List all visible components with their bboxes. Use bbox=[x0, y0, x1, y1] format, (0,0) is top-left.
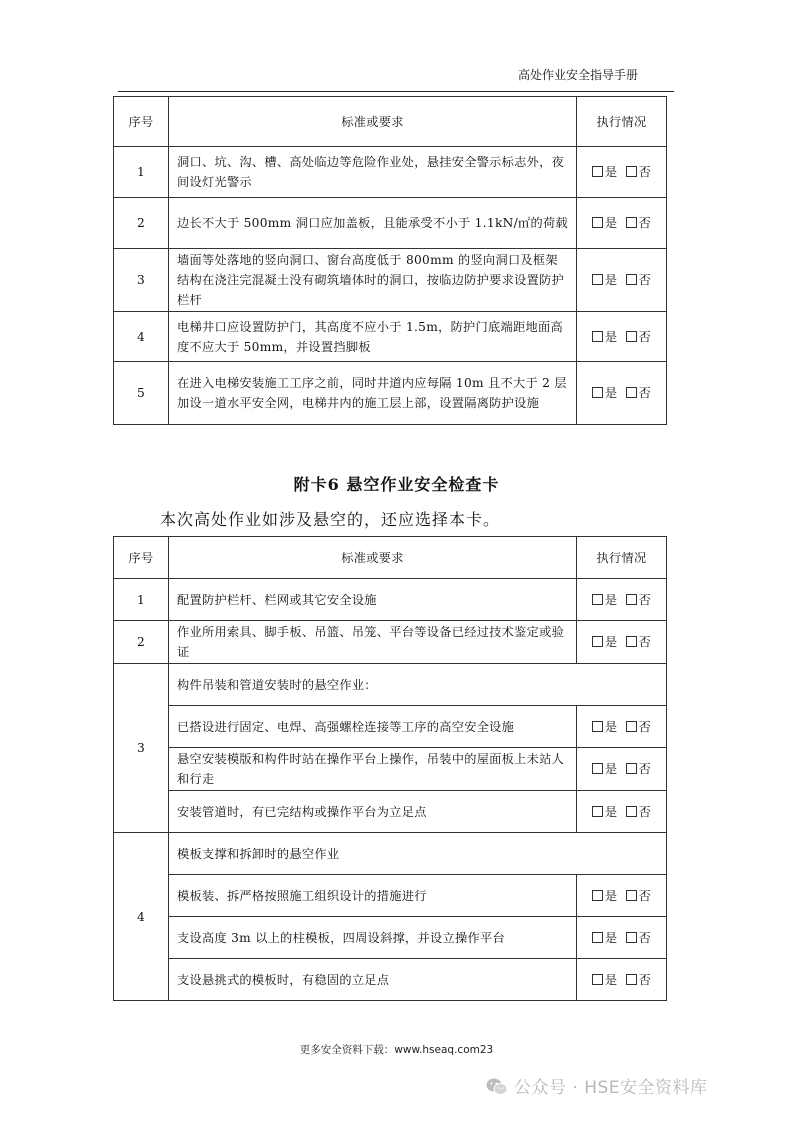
yes-label: 是 bbox=[604, 592, 618, 607]
header-status: 执行情况 bbox=[577, 537, 667, 579]
no-checkbox[interactable] bbox=[626, 974, 637, 985]
no-label: 否 bbox=[638, 719, 652, 734]
no-label: 否 bbox=[638, 888, 652, 903]
status-checkboxes bbox=[577, 748, 667, 791]
no-label: 否 bbox=[638, 972, 652, 987]
status-checkboxes bbox=[577, 621, 667, 664]
no-checkbox[interactable] bbox=[626, 331, 637, 342]
row-requirement: 安装管道时，有已完结构或操作平台为立足点 bbox=[169, 791, 577, 833]
header-seq: 序号 bbox=[114, 97, 169, 147]
yes-checkbox[interactable] bbox=[592, 890, 603, 901]
row-requirement: 支设悬挑式的模板时，有稳固的立足点 bbox=[169, 959, 577, 1001]
header-requirement: 标准或要求 bbox=[169, 97, 577, 147]
yes-checkbox[interactable] bbox=[592, 806, 603, 817]
yes-label: 是 bbox=[604, 804, 618, 819]
no-checkbox[interactable] bbox=[626, 932, 637, 943]
yes-checkbox[interactable] bbox=[592, 331, 603, 342]
no-checkbox[interactable] bbox=[626, 166, 637, 177]
row-number: 2 bbox=[114, 198, 169, 249]
yes-checkbox[interactable] bbox=[592, 387, 603, 398]
no-label: 否 bbox=[638, 165, 652, 179]
no-label: 否 bbox=[638, 635, 652, 649]
table-row bbox=[114, 621, 667, 664]
table-row bbox=[114, 312, 667, 362]
no-checkbox[interactable] bbox=[626, 763, 637, 774]
yes-checkbox[interactable] bbox=[592, 594, 603, 605]
check-table-1 bbox=[113, 96, 667, 425]
table-header-row bbox=[114, 97, 667, 147]
status-checkboxes bbox=[577, 147, 667, 198]
group-heading: 构件吊装和管道安装时的悬空作业： bbox=[169, 664, 667, 706]
yes-label: 是 bbox=[604, 719, 618, 734]
status-checkboxes bbox=[577, 917, 667, 959]
table-row bbox=[114, 748, 667, 791]
yes-label: 是 bbox=[604, 216, 618, 230]
row-number: 4 bbox=[114, 833, 169, 1001]
row-requirement: 悬空安装模版和构件时站在操作平台上操作，吊装中的屋面板上未站人和行走 bbox=[169, 748, 577, 791]
status-checkboxes bbox=[577, 959, 667, 1001]
row-requirement: 模板装、拆严格按照施工组织设计的措施进行 bbox=[169, 875, 577, 917]
section-title: 附卡6 悬空作业安全检查卡 bbox=[293, 475, 500, 494]
row-number: 2 bbox=[114, 621, 169, 664]
no-label: 否 bbox=[638, 762, 652, 776]
yes-checkbox[interactable] bbox=[592, 166, 603, 177]
yes-label: 是 bbox=[604, 635, 618, 649]
yes-checkbox[interactable] bbox=[592, 763, 603, 774]
yes-checkbox[interactable] bbox=[592, 274, 603, 285]
no-checkbox[interactable] bbox=[626, 890, 637, 901]
check-table-2 bbox=[113, 536, 667, 1001]
no-checkbox[interactable] bbox=[626, 217, 637, 228]
row-number: 3 bbox=[114, 664, 169, 833]
table-row bbox=[114, 791, 667, 833]
no-label: 否 bbox=[638, 329, 652, 344]
table-row bbox=[114, 706, 667, 748]
status-checkboxes bbox=[577, 706, 667, 748]
table-row bbox=[114, 198, 667, 249]
yes-checkbox[interactable] bbox=[592, 721, 603, 732]
no-label: 否 bbox=[638, 386, 652, 400]
watermark-text: 公众号 · HSE安全资料库 bbox=[514, 1078, 708, 1098]
row-number: 1 bbox=[114, 147, 169, 198]
no-checkbox[interactable] bbox=[626, 721, 637, 732]
status-checkboxes bbox=[577, 875, 667, 917]
row-requirement: 已搭设进行固定、电焊、高强螺栓连接等工序的高空安全设施 bbox=[169, 706, 577, 748]
yes-label: 是 bbox=[604, 273, 618, 287]
table-header-row bbox=[114, 537, 667, 579]
section-intro: 本次高处作业如涉及悬空的，还应选择本卡。 bbox=[160, 510, 501, 529]
header-divider bbox=[118, 91, 674, 92]
wechat-official-account-icon bbox=[486, 1077, 508, 1102]
row-requirement: 配置防护栏杆、栏网或其它安全设施 bbox=[169, 579, 577, 621]
no-checkbox[interactable] bbox=[626, 636, 637, 647]
table-row bbox=[114, 917, 667, 959]
table-row bbox=[114, 147, 667, 198]
status-checkboxes bbox=[577, 249, 667, 312]
row-requirement: 在进入电梯安装施工工序之前，同时井道内应每隔 10m 且不大于 2 层加设一道水平安全网，电梯井内的施工层上部，设置隔离防护设施 bbox=[169, 362, 577, 425]
row-requirement: 墙面等处落地的竖向洞口、窗台高度低于 800mm 的竖向洞口及框架结构在浇注完混凝土没有砌筑墙体时的洞口，按临边防护要求设置防护栏杆 bbox=[169, 249, 577, 312]
no-checkbox[interactable] bbox=[626, 274, 637, 285]
status-checkboxes bbox=[577, 791, 667, 833]
header-requirement: 标准或要求 bbox=[169, 537, 577, 579]
table-row bbox=[114, 249, 667, 312]
no-label: 否 bbox=[638, 930, 652, 945]
table-row bbox=[114, 875, 667, 917]
group-heading-row bbox=[114, 664, 667, 706]
table-row bbox=[114, 579, 667, 621]
footer-download-text: 更多安全资料下载：www.hseaq.com23 bbox=[299, 1044, 494, 1056]
yes-label: 是 bbox=[604, 762, 618, 776]
row-requirement: 电梯井口应设置防护门，其高度不应小于 1.5m，防护门底端距地面高度不应大于 50mm，并设置挡脚板 bbox=[169, 312, 577, 362]
no-checkbox[interactable] bbox=[626, 594, 637, 605]
status-checkboxes bbox=[577, 312, 667, 362]
status-checkboxes bbox=[577, 362, 667, 425]
status-checkboxes bbox=[577, 579, 667, 621]
no-label: 否 bbox=[638, 804, 652, 819]
group-heading: 模板支撑和拆卸时的悬空作业 bbox=[169, 833, 667, 875]
yes-label: 是 bbox=[604, 165, 618, 179]
yes-label: 是 bbox=[604, 386, 618, 400]
row-number: 5 bbox=[114, 362, 169, 425]
group-heading-row bbox=[114, 833, 667, 875]
row-requirement: 支设高度 3m 以上的柱模板，四周设斜撑，并设立操作平台 bbox=[169, 917, 577, 959]
no-label: 否 bbox=[638, 216, 652, 230]
status-checkboxes bbox=[577, 198, 667, 249]
table-row bbox=[114, 362, 667, 425]
row-requirement: 作业所用索具、脚手板、吊篮、吊笼、平台等设备已经过技术鉴定或验证 bbox=[169, 621, 577, 664]
table-row bbox=[114, 959, 667, 1001]
row-number: 3 bbox=[114, 249, 169, 312]
row-number: 1 bbox=[114, 579, 169, 621]
wechat-watermark bbox=[486, 1073, 708, 1102]
page-header-title: 高处作业安全指导手册 bbox=[518, 68, 639, 82]
yes-checkbox[interactable] bbox=[592, 217, 603, 228]
yes-label: 是 bbox=[604, 972, 618, 987]
yes-checkbox[interactable] bbox=[592, 932, 603, 943]
no-label: 否 bbox=[638, 592, 652, 607]
no-label: 否 bbox=[638, 273, 652, 287]
header-seq: 序号 bbox=[114, 537, 169, 579]
yes-checkbox[interactable] bbox=[592, 974, 603, 985]
yes-label: 是 bbox=[604, 329, 618, 344]
no-checkbox[interactable] bbox=[626, 387, 637, 398]
row-requirement: 边长不大于 500mm 洞口应加盖板，且能承受不小于 1.1kN/㎡的荷载 bbox=[169, 198, 577, 249]
yes-label: 是 bbox=[604, 930, 618, 945]
yes-label: 是 bbox=[604, 888, 618, 903]
row-requirement: 洞口、坑、沟、槽、高处临边等危险作业处，悬挂安全警示标志外，夜间设灯光警示 bbox=[169, 147, 577, 198]
no-checkbox[interactable] bbox=[626, 806, 637, 817]
header-status: 执行情况 bbox=[577, 97, 667, 147]
row-number: 4 bbox=[114, 312, 169, 362]
yes-checkbox[interactable] bbox=[592, 636, 603, 647]
